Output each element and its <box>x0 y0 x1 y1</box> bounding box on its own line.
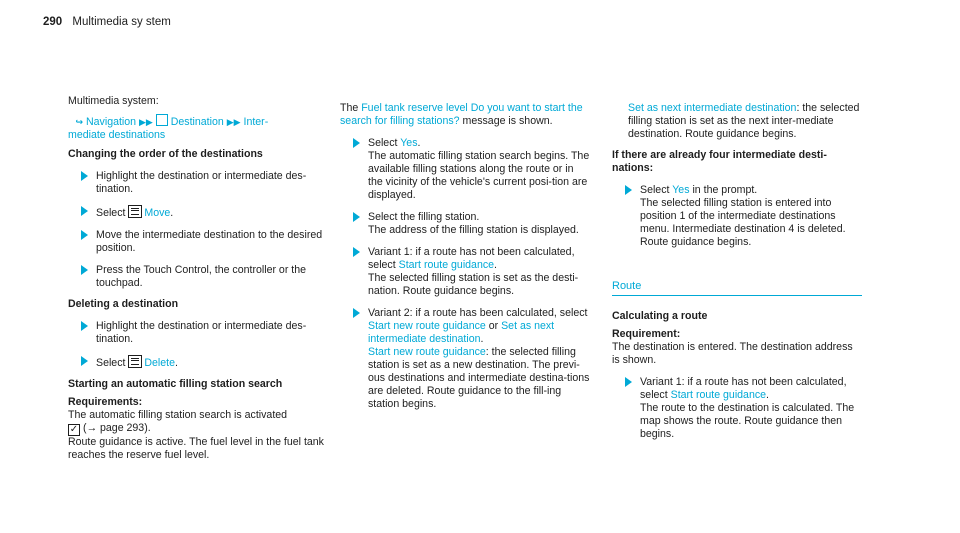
step <box>68 205 328 220</box>
step <box>68 170 328 196</box>
heading-four-destinations: If there are already four intermediate desti-nations: <box>612 149 827 174</box>
start-new-route-option: Start new route guidance <box>368 320 486 332</box>
path-inter-2: mediate destinations <box>68 129 166 141</box>
chevron-icon: ▶▶ <box>226 117 241 127</box>
path-arrow-icon: ↪ <box>68 117 84 127</box>
text: message is shown. <box>459 115 553 127</box>
step-arrow-icon <box>81 171 88 181</box>
chevron-icon: ▶▶ <box>139 117 153 127</box>
step-text: Press the Touch Control, the controller or the touchpad. <box>96 264 307 289</box>
heading-fuel-search: Starting an automatic filling station search <box>68 378 283 390</box>
path-navigation: Navigation <box>86 116 137 128</box>
step <box>68 264 328 290</box>
step <box>340 246 590 298</box>
step-arrow-icon <box>81 206 88 216</box>
column-2 <box>340 102 590 419</box>
menu-icon <box>128 355 142 368</box>
page-number: 290 <box>43 16 63 28</box>
step-arrow-icon <box>353 308 360 318</box>
delete-option: Delete <box>144 357 176 369</box>
text: The route to the destination is calculated. The map shows the route. Route guidance then begins. <box>640 402 855 440</box>
step-text: Highlight the destination or intermediate des-tination. <box>96 170 307 195</box>
text: . <box>766 389 769 401</box>
set-next-dest-option: Set as next intermediate destination <box>628 102 797 114</box>
step-arrow-icon <box>625 377 632 387</box>
step-arrow-icon <box>353 138 360 148</box>
destination-flag-icon <box>156 114 168 126</box>
text: . <box>480 333 484 345</box>
text: Select the filling station. <box>368 211 480 223</box>
requirement-text <box>68 409 328 436</box>
fuel-message: Fuel tank reserve level Do you want to start the search for filling stations? <box>340 102 583 127</box>
text: Select <box>368 137 401 149</box>
set-next-dest-option: Set as next intermediate destination <box>368 320 555 345</box>
text: . <box>494 259 497 271</box>
section-route: Route <box>612 280 862 296</box>
start-new-route-option: Start new route guidance <box>368 346 486 358</box>
step-arrow-icon <box>353 247 360 257</box>
page-header <box>43 16 171 28</box>
column-3 <box>612 102 862 449</box>
text: Variant 1: if a route has not been calculated, select <box>640 376 847 401</box>
step <box>68 320 328 346</box>
heading-delete: Deleting a destination <box>68 298 179 310</box>
text: or <box>485 320 502 332</box>
menu-path <box>68 114 328 142</box>
requirement-label: Requirement: <box>612 328 681 340</box>
step-text: Select <box>96 207 129 219</box>
yes-option: Yes <box>400 137 418 149</box>
text: Variant 1: if a route has not been calculated, select <box>368 246 575 271</box>
page-header-title: Multimedia sy stem <box>72 16 171 28</box>
step-arrow-icon <box>353 212 360 222</box>
step <box>68 355 328 370</box>
req-ref: (→ page 293). <box>82 422 151 434</box>
text: : the selected filling station is set as the next inter-mediate destination. Route guidance begins. <box>628 102 860 140</box>
step-arrow-icon <box>625 185 632 195</box>
step <box>340 307 590 411</box>
menu-icon <box>128 205 142 218</box>
step-continuation <box>612 102 862 141</box>
step-arrow-icon <box>81 230 88 240</box>
path-inter: Inter- <box>243 116 269 128</box>
intro-text: Multimedia system: <box>68 95 159 107</box>
move-option: Move <box>144 207 171 219</box>
start-route-option: Start route guidance <box>398 259 495 271</box>
requirement-text-2: Route guidance is active. The fuel level in the fuel tank reaches the reserve fuel level. <box>68 436 324 461</box>
text: The selected filling station is entered into position 1 of the intermediate destinations menu. Intermediate destination 4 is deleted. Route guidance begins. <box>640 197 846 248</box>
message-text <box>340 102 590 128</box>
text: in the prompt. <box>689 184 758 196</box>
step <box>340 137 590 202</box>
text: . <box>417 137 421 149</box>
text: Variant 2: if a route has been calculated, select <box>368 307 588 319</box>
column-1 <box>68 95 328 462</box>
text: The selected filling station is set as the desti-nation. Route guidance begins. <box>368 272 579 297</box>
step-text: Highlight the destination or intermediate des-tination. <box>96 320 307 345</box>
text: The automatic filling station search begins. The available filling stations along the route or in the vicinity of the vehicle's current posi-tion are displayed. <box>368 150 590 201</box>
step-text: Select <box>96 357 129 369</box>
step <box>68 229 328 255</box>
start-route-option: Start route guidance <box>670 389 767 401</box>
text: Select <box>640 184 673 196</box>
step-arrow-icon <box>81 265 88 275</box>
checkbox-icon: ✓ <box>69 424 79 435</box>
path-destination: Destination <box>170 116 224 128</box>
step <box>612 376 862 441</box>
step-text: Move the intermediate destination to the desired position. <box>96 229 323 254</box>
text: : the selected filling station is set as a new destination. The previ-ous destinations and intermediate destina-tions are deleted. Route guidance to the fill-ing station begins. <box>368 346 590 410</box>
step-arrow-icon <box>81 356 88 366</box>
requirements-label: Requirements: <box>68 396 143 408</box>
requirement-text: The destination is entered. The destination address is shown. <box>612 341 853 366</box>
step-text: . <box>175 357 178 369</box>
heading-calculate-route: Calculating a route <box>612 310 708 322</box>
req-text: The automatic filling station search is activated <box>68 409 288 421</box>
yes-option: Yes <box>672 184 690 196</box>
text: The <box>340 102 362 114</box>
step <box>340 211 590 237</box>
heading-change-order: Changing the order of the destinations <box>68 148 263 160</box>
step-arrow-icon <box>81 321 88 331</box>
step <box>612 184 862 249</box>
step-text: . <box>170 207 174 219</box>
text: The address of the filling station is displayed. <box>368 224 579 236</box>
